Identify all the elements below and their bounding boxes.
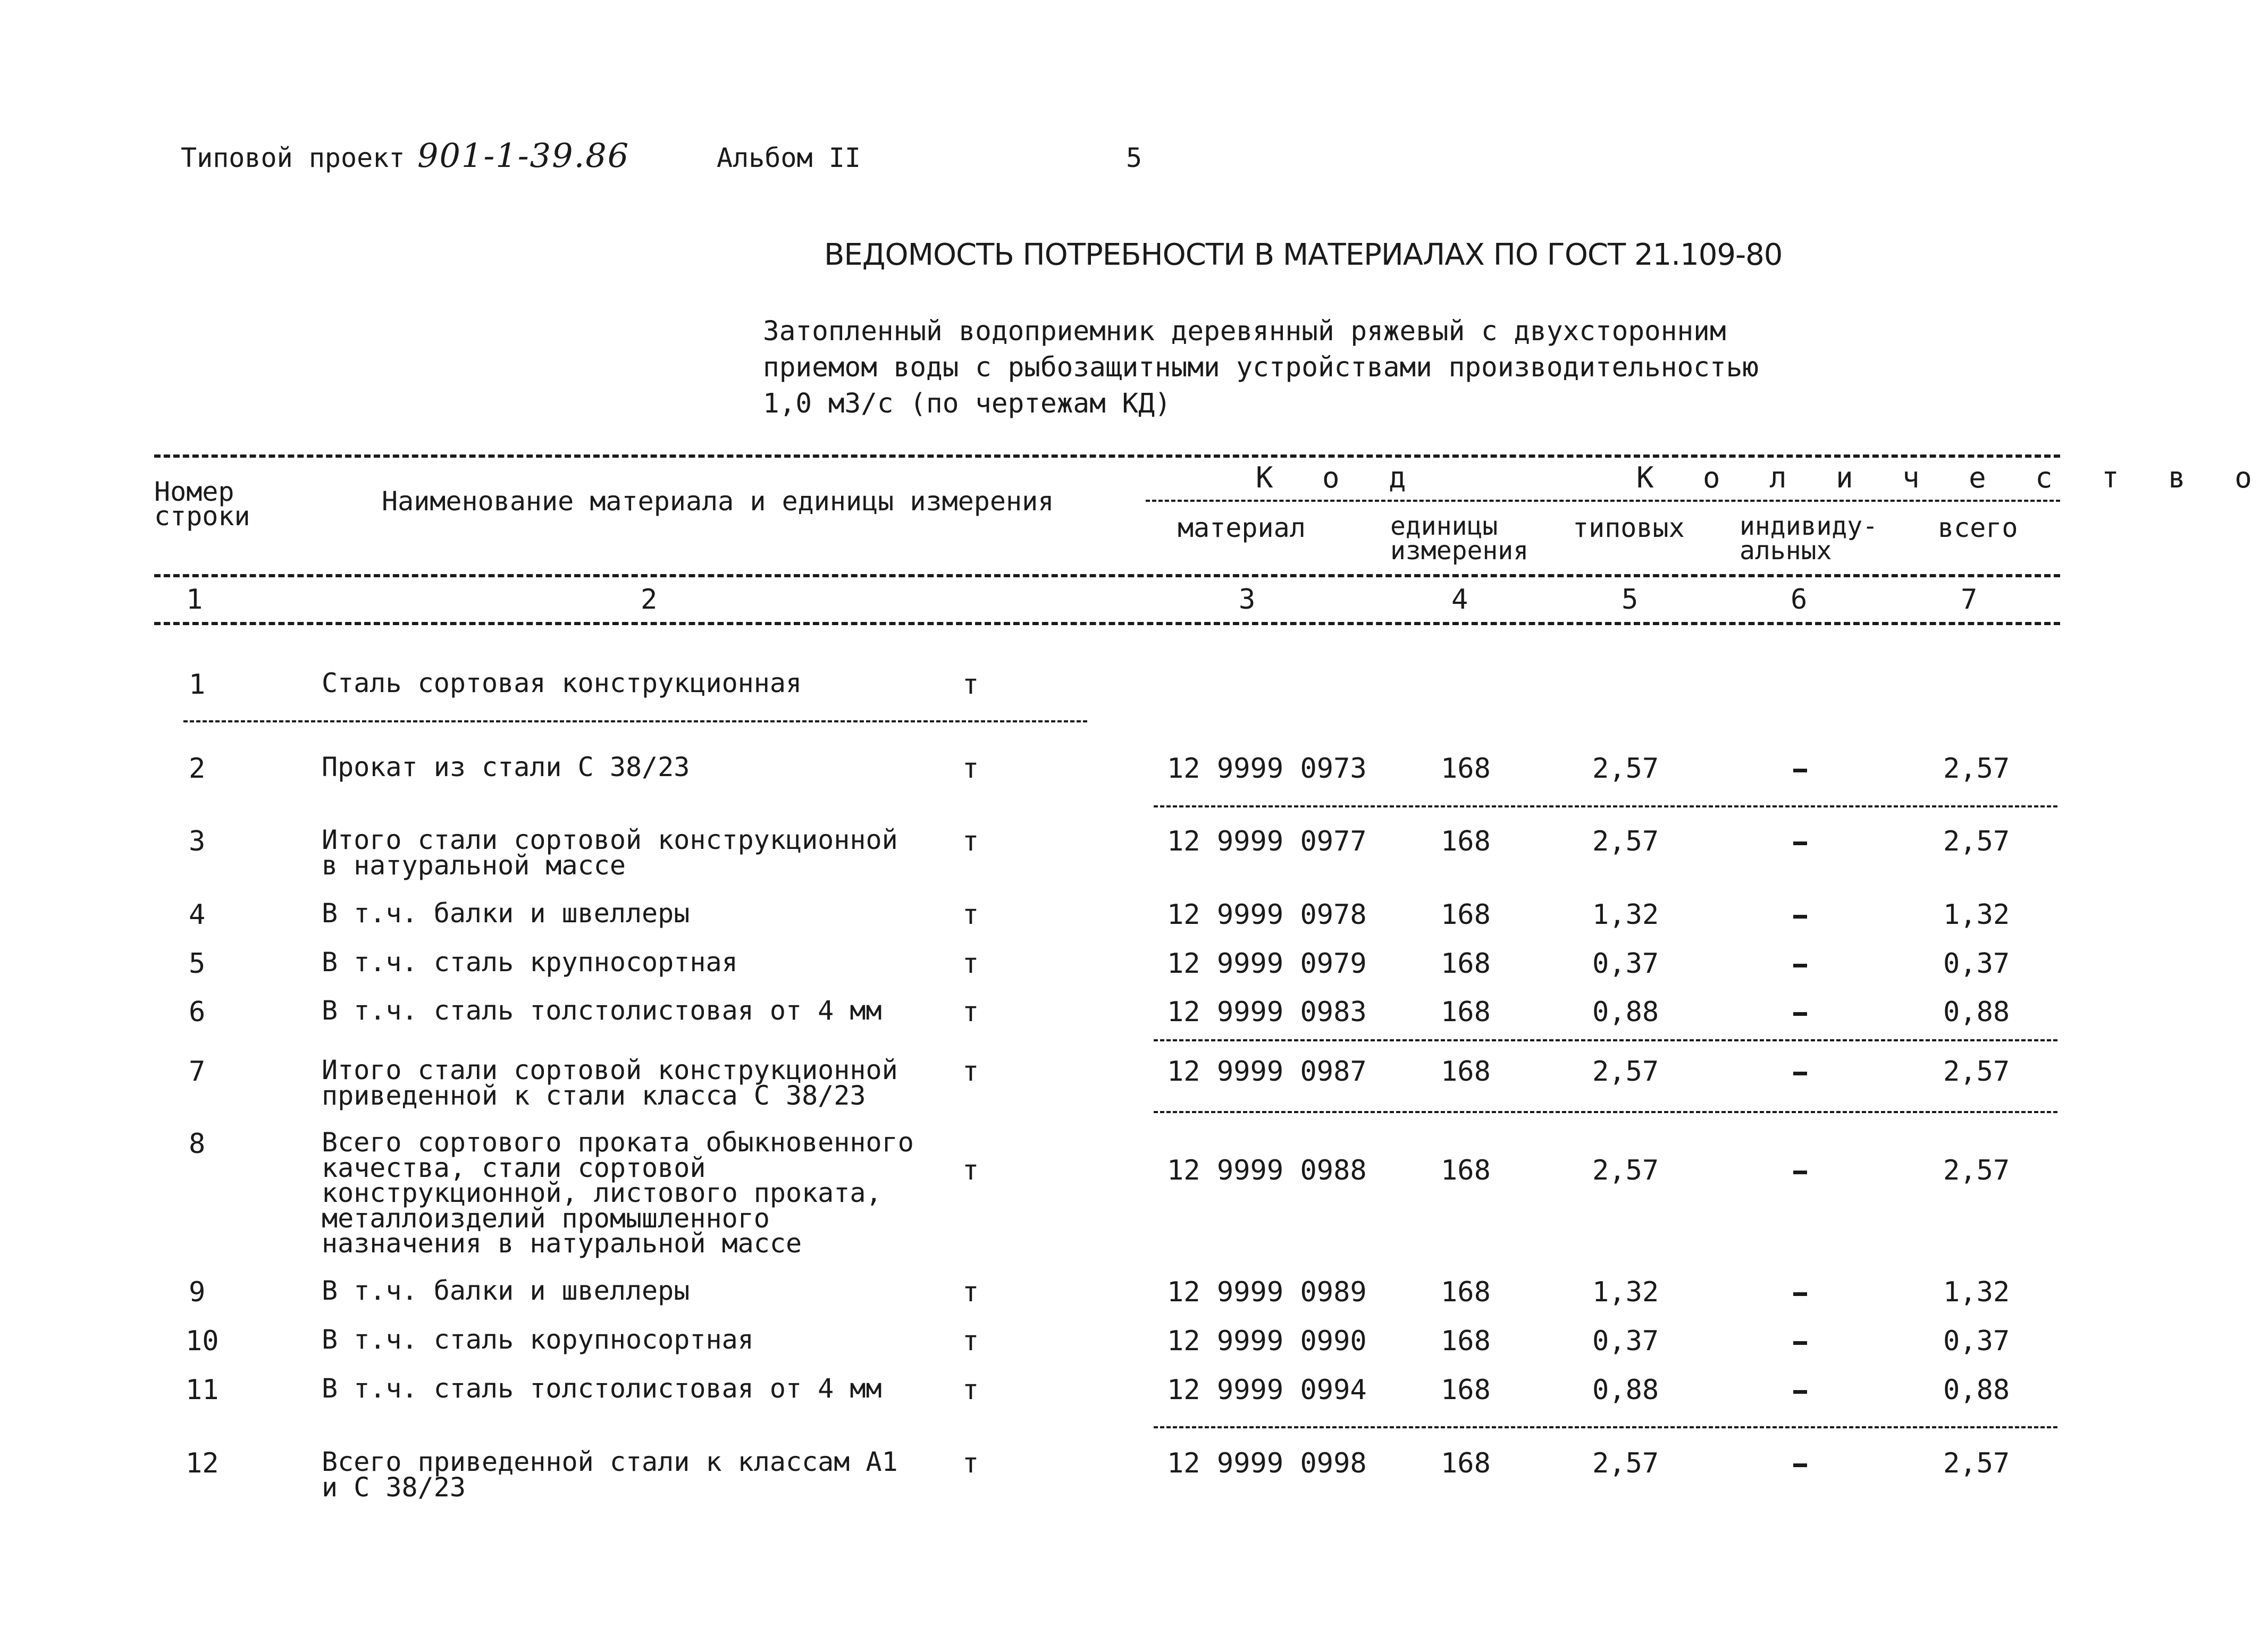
quantity-typical: 2,57	[1592, 753, 1659, 785]
quantity-total: 2,57	[1943, 1155, 2010, 1186]
unit-code: 168	[1441, 948, 1491, 980]
row-number: 7	[189, 1056, 206, 1088]
row-number: 11	[186, 1374, 219, 1406]
material-code: 12 9999 0983	[1167, 996, 1367, 1028]
dash-mark	[1793, 915, 1807, 919]
quantity-total: 2,57	[1943, 753, 2010, 785]
quantity-total: 0,88	[1943, 996, 2010, 1028]
unit: т	[962, 1276, 979, 1308]
unit-code: 168	[1441, 1447, 1491, 1479]
material-code: 12 9999 0988	[1167, 1155, 1367, 1186]
dash-mark	[1793, 1463, 1807, 1467]
material-code: 12 9999 0977	[1167, 826, 1367, 857]
row-number: 8	[189, 1128, 206, 1160]
quantity-typical: 1,32	[1592, 899, 1659, 931]
unit: т	[962, 826, 979, 857]
material-name: Всего сортового проката обыкновенного качества, стали сортовой конструкционной, листового проката, металлоизделий промышленного назначения в натуральной массе	[322, 1127, 914, 1259]
material-code: 12 9999 0994	[1167, 1374, 1367, 1406]
material-code: 12 9999 0978	[1167, 899, 1367, 931]
column-number-5: 5	[1622, 584, 1639, 616]
column-numbers-rule	[154, 622, 2060, 625]
material-name: Итого стали сортовой конструкционной в натуральной массе	[322, 824, 898, 881]
material-code: 12 9999 0998	[1167, 1447, 1367, 1479]
column-number-3: 3	[1239, 584, 1256, 616]
quantity-typical: 2,57	[1592, 826, 1659, 857]
row-separator	[183, 720, 1087, 722]
unit: т	[962, 1056, 979, 1088]
dash-mark	[1793, 841, 1807, 845]
header-bottom-rule	[154, 574, 2060, 577]
description-line-2: приемом воды с рыбозащитными устройствами производительностью	[763, 352, 1759, 383]
unit-code: 168	[1441, 826, 1491, 857]
dash-mark	[1793, 964, 1807, 967]
header-row-number: Номер строки	[154, 476, 250, 532]
unit: т	[962, 948, 979, 980]
header-code-material: материал	[1178, 512, 1306, 543]
unit: т	[962, 1374, 979, 1406]
quantity-typical: 0,88	[1592, 996, 1659, 1028]
unit-code: 168	[1441, 996, 1491, 1028]
description-line-3: 1,0 м3/с (по чертежам КД)	[763, 388, 1171, 419]
row-number: 12	[186, 1447, 219, 1479]
table-top-rule	[154, 454, 2060, 458]
project-number: 901-1-39.86	[417, 136, 630, 175]
column-number-1: 1	[186, 584, 203, 616]
unit: т	[962, 899, 979, 931]
unit-code: 168	[1441, 1325, 1491, 1357]
column-number-6: 6	[1791, 584, 1808, 616]
unit: т	[962, 996, 979, 1028]
material-name: В т.ч. сталь толстолистовая от 4 мм	[322, 1373, 882, 1404]
header-code-group: К о д	[1256, 461, 1422, 494]
row-number: 10	[186, 1325, 219, 1357]
column-number-7: 7	[1961, 584, 1978, 616]
quantity-typical: 0,88	[1592, 1374, 1659, 1406]
quantity-typical: 0,37	[1592, 1325, 1659, 1357]
row-number: 9	[189, 1276, 206, 1308]
dash-mark	[1793, 1072, 1807, 1075]
row-number: 3	[189, 826, 206, 857]
material-code: 12 9999 0990	[1167, 1325, 1367, 1357]
row-separator	[1154, 1426, 2057, 1428]
header-quantity-individual: индивиду- альных	[1740, 511, 1878, 566]
quantity-total: 0,37	[1943, 1325, 2010, 1357]
unit: т	[962, 1447, 979, 1479]
quantity-total: 2,57	[1943, 1056, 2010, 1088]
material-name: В т.ч. сталь толстолистовая от 4 мм	[322, 995, 882, 1026]
material-name: В т.ч. сталь корупносортная	[322, 1324, 754, 1355]
album-label: Альбом II	[717, 142, 861, 173]
quantity-typical: 2,57	[1592, 1447, 1659, 1479]
row-separator	[1154, 1039, 2057, 1041]
quantity-total: 1,32	[1943, 1276, 2010, 1308]
material-name: Сталь сортовая конструкционная	[322, 668, 802, 698]
dash-mark	[1793, 1341, 1807, 1345]
unit: т	[962, 1325, 979, 1357]
header-quantity-total: всего	[1938, 512, 2018, 543]
dash-mark	[1793, 1171, 1807, 1174]
quantity-total: 2,57	[1943, 1447, 2010, 1479]
material-name: В т.ч. балки и швеллеры	[322, 1275, 690, 1306]
dash-mark	[1793, 769, 1807, 772]
unit-code: 168	[1441, 1155, 1491, 1186]
description-line-1: Затопленный водоприемник деревянный ряжевый с двухсторонним	[763, 316, 1726, 347]
row-number: 1	[189, 669, 206, 701]
material-name: Всего приведенной стали к классам А1 и С 38/23	[322, 1446, 898, 1503]
row-number: 6	[189, 996, 206, 1028]
quantity-typical: 0,37	[1592, 948, 1659, 980]
column-number-4: 4	[1451, 584, 1468, 616]
unit: т	[962, 669, 979, 701]
row-separator	[1154, 805, 2057, 807]
code-subheader-rule	[1146, 500, 2060, 502]
header-code-unit: единицы измерения	[1390, 511, 1529, 566]
header-quantity-group: К о л и ч е с т в о	[1636, 461, 2268, 494]
column-number-2: 2	[641, 584, 658, 616]
unit-code: 168	[1441, 899, 1491, 931]
material-code: 12 9999 0973	[1167, 753, 1367, 785]
unit-code: 168	[1441, 1374, 1491, 1406]
quantity-typical: 2,57	[1592, 1056, 1659, 1088]
quantity-typical: 1,32	[1592, 1276, 1659, 1308]
quantity-total: 0,88	[1943, 1374, 2010, 1406]
row-number: 5	[189, 948, 206, 980]
quantity-total: 2,57	[1943, 826, 2010, 857]
unit: т	[962, 1155, 979, 1186]
dash-mark	[1793, 1012, 1807, 1016]
dash-mark	[1793, 1390, 1807, 1394]
material-name: Итого стали сортовой конструкционной приведенной к стали класса С 38/23	[322, 1055, 898, 1111]
quantity-typical: 2,57	[1592, 1155, 1659, 1186]
unit-code: 168	[1441, 753, 1491, 785]
page-number: 5	[1126, 142, 1143, 173]
unit-code: 168	[1441, 1056, 1491, 1088]
material-name: В т.ч. сталь крупносортная	[322, 947, 738, 978]
unit-code: 168	[1441, 1276, 1491, 1308]
material-code: 12 9999 0989	[1167, 1276, 1367, 1308]
header-quantity-typical: типовых	[1573, 512, 1685, 543]
quantity-total: 1,32	[1943, 899, 2010, 931]
material-code: 12 9999 0979	[1167, 948, 1367, 980]
row-number: 4	[189, 899, 206, 931]
project-label: Типовой проект	[181, 142, 405, 173]
row-separator	[1154, 1111, 2057, 1113]
quantity-total: 0,37	[1943, 948, 2010, 980]
material-name: В т.ч. балки и швеллеры	[322, 898, 690, 929]
row-number: 2	[189, 753, 206, 785]
header-name: Наименование материала и единицы измерения	[382, 486, 1054, 517]
document-title: ВЕДОМОСТЬ ПОТРЕБНОСТИ В МАТЕРИАЛАХ ПО ГОСТ 21.109-80	[824, 238, 1783, 272]
material-code: 12 9999 0987	[1167, 1056, 1367, 1088]
unit: т	[962, 753, 979, 785]
dash-mark	[1793, 1292, 1807, 1296]
material-name: Прокат из стали С 38/23	[322, 752, 690, 782]
